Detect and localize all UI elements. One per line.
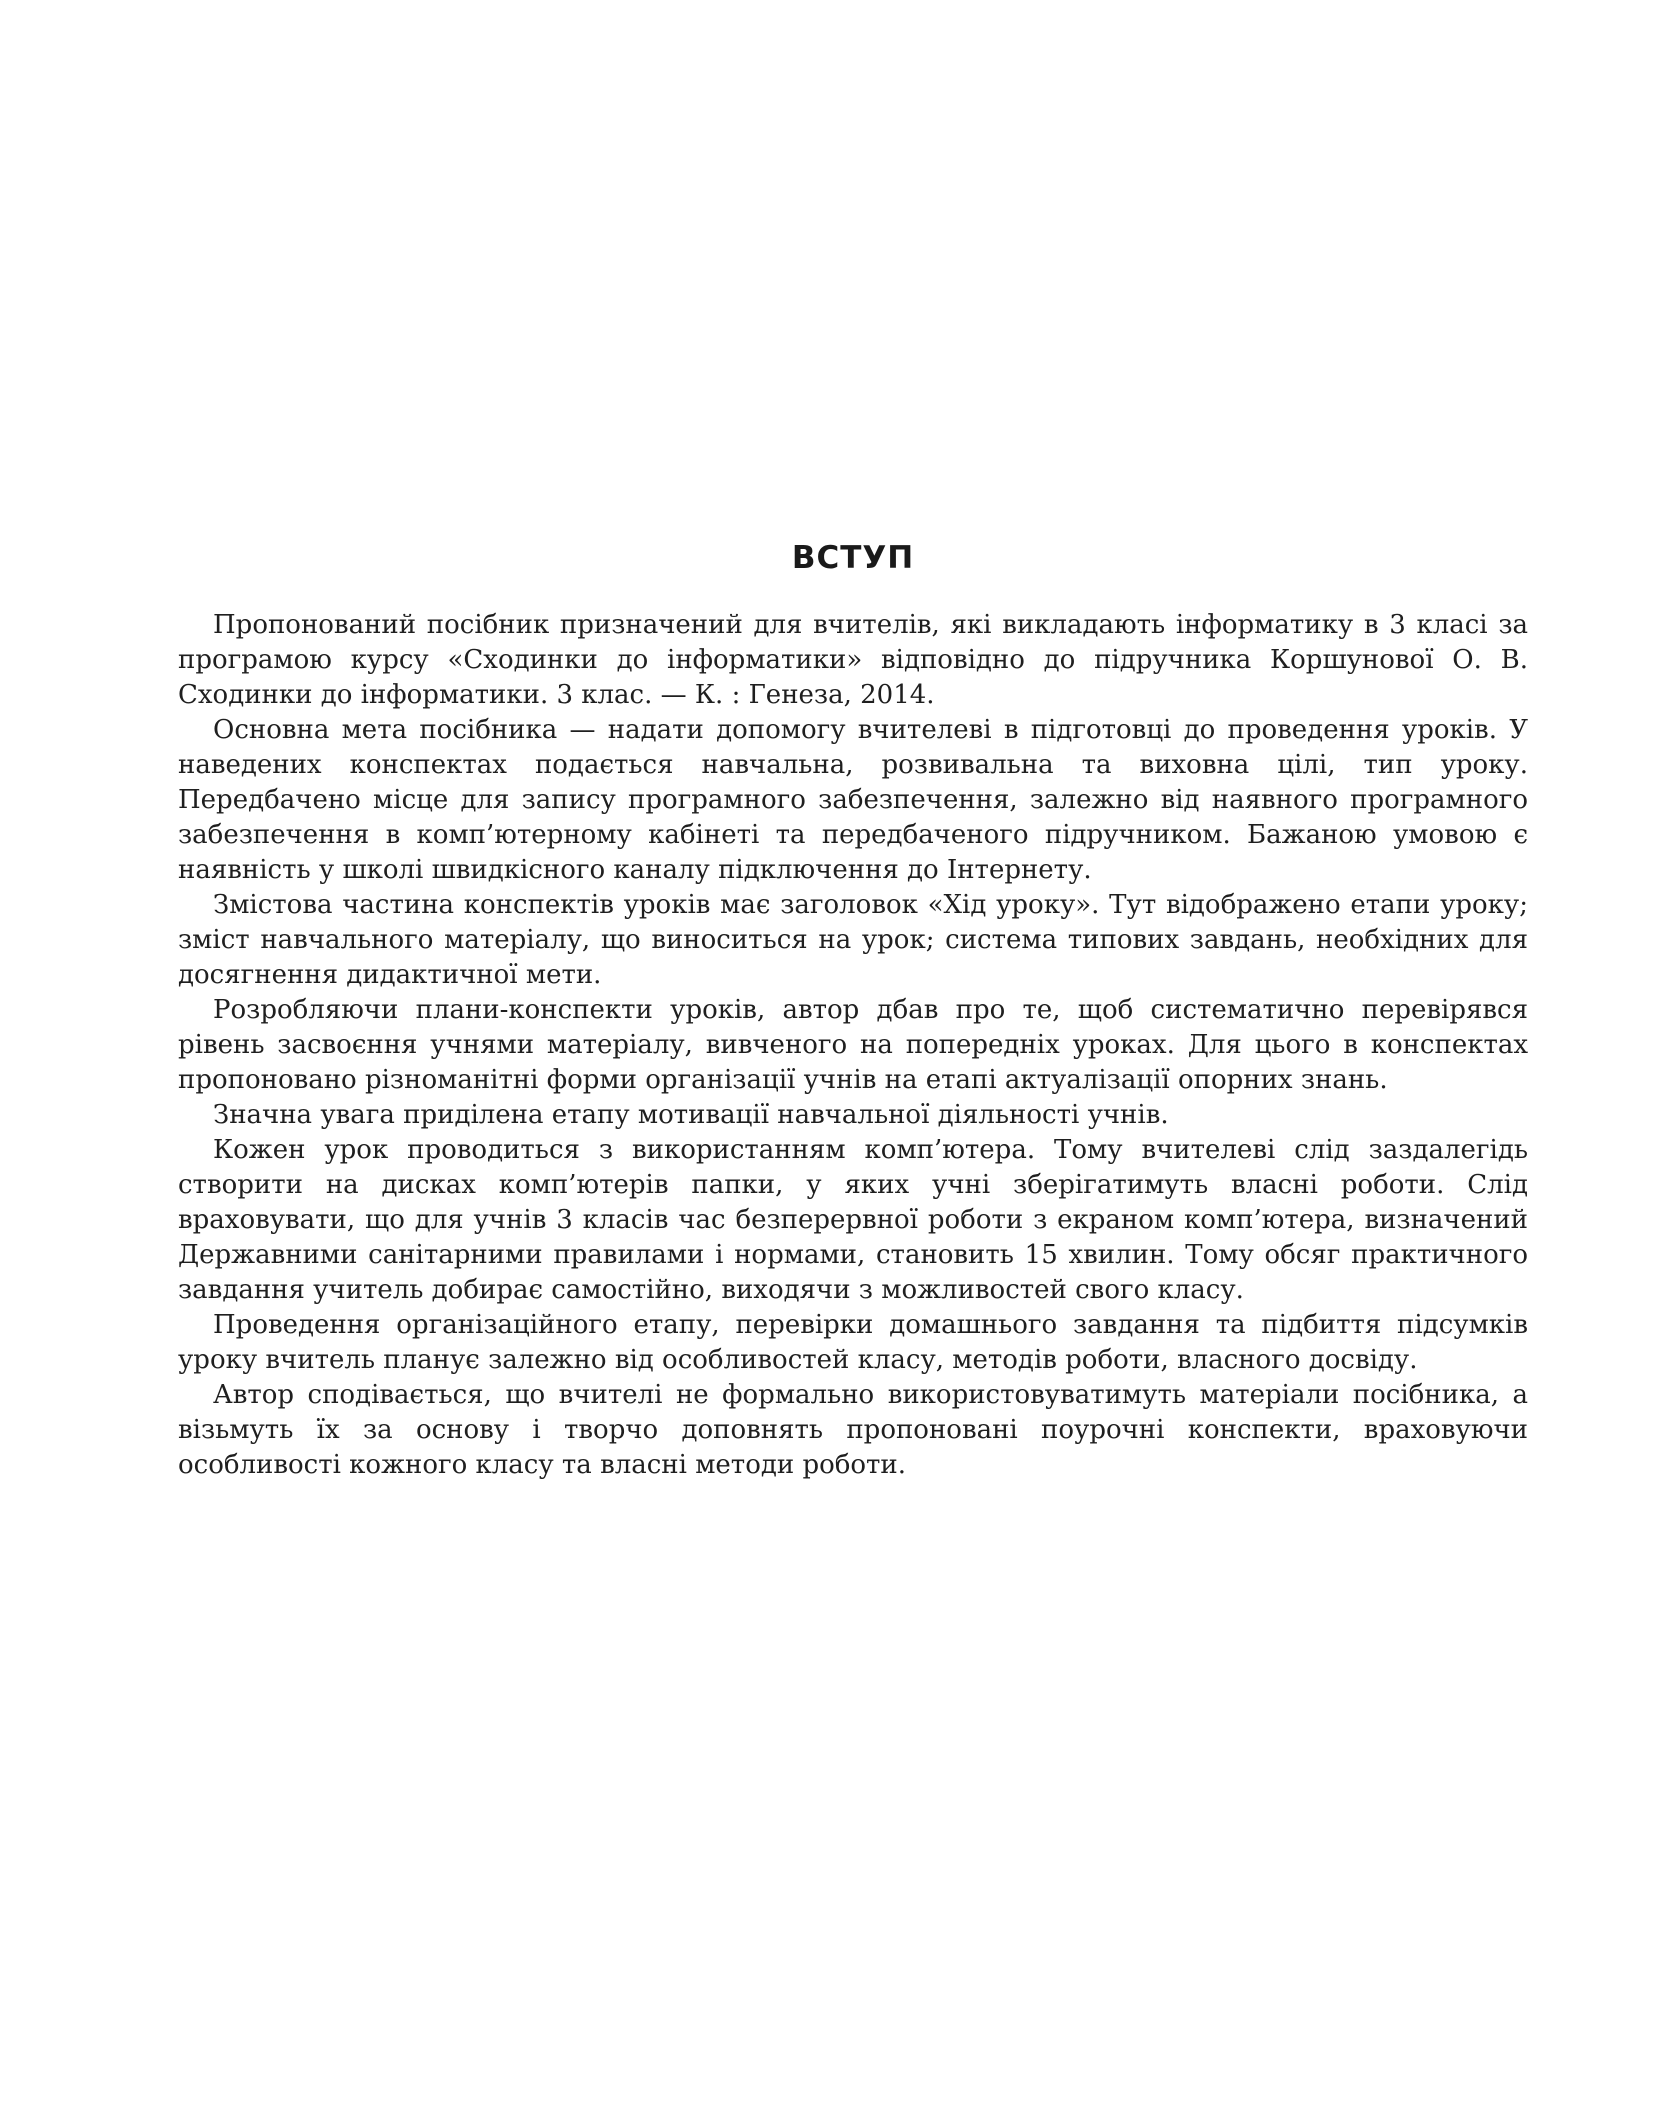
section-heading: ВСТУП (791, 540, 915, 576)
paragraph-computer-use: Кожен урок проводиться з використанням комп’ютера. Тому вчителеві слід заздалегідь створити на дисках комп’ютерів папки, у яких учні зберігатимуть власні роботи. Слід враховувати, що для учнів 3 класів час безперервної роботи з екраном комп’ютера, визначений Державними санітарними правилами і нормами, становить 15 хвилин. Тому обсяг практичного завдання учитель добирає самостійно, виходячи з можливостей свого класу. (178, 1135, 1528, 1305)
paragraph-author-hope: Автор сподівається, що вчителі не формально використовуватимуть матеріали посібника, а візьмуть їх за основу і творчо доповнять пропоновані поурочні конспекти, враховуючи особливості кожного класу та власні методи роботи. (178, 1380, 1528, 1480)
paragraph-main-goal: Основна мета посібника — надати допомогу вчителеві в підготовці до проведення уроків. У наведених конспектах подається навчальна, розвивальна та виховна цілі, тип уроку. Передбачено місце для запису програмного забезпечення, залежно від наявного програмного забезпечення в комп’ютерному кабінеті та передбаченого підручником. Бажаною умовою є наявність у школі швидкісного каналу підключення до Інтернету. (178, 715, 1528, 885)
paragraph-motivation: Значна увага приділена етапу мотивації навчальної діяльності учнів. (213, 1100, 1169, 1130)
paragraph-lesson-content: Змістова частина конспектів уроків має заголовок «Хід уроку». Тут відображено етапи уроку; зміст навчального матеріалу, що виноситься на урок; система типових завдань, необхідних для досягнення дидактичної мети. (178, 890, 1528, 990)
paragraph-purpose: Пропонований посібник призначений для вчителів, які викладають інформатику в 3 класі за програмою курсу «Сходинки до інформатики» відповідно до підручника Коршунової О. В. Сходинки до інформатики. 3 клас. — К. : Генеза, 2014. (178, 610, 1528, 710)
paragraph-knowledge-check: Розробляючи плани-конспекти уроків, автор дбав про те, щоб систематично перевірявся рівень засвоєння учнями матеріалу, вивченого на попередніх уроках. Для цього в конспектах пропоновано різноманітні форми організації учнів на етапі актуалізації опорних знань. (178, 995, 1528, 1095)
paragraph-organization: Проведення організаційного етапу, перевірки домашнього завдання та підбиття підсумків уроку вчитель планує залежно від особливостей класу, методів роботи, власного досвіду. (178, 1310, 1528, 1375)
introduction-section (178, 538, 1528, 1483)
